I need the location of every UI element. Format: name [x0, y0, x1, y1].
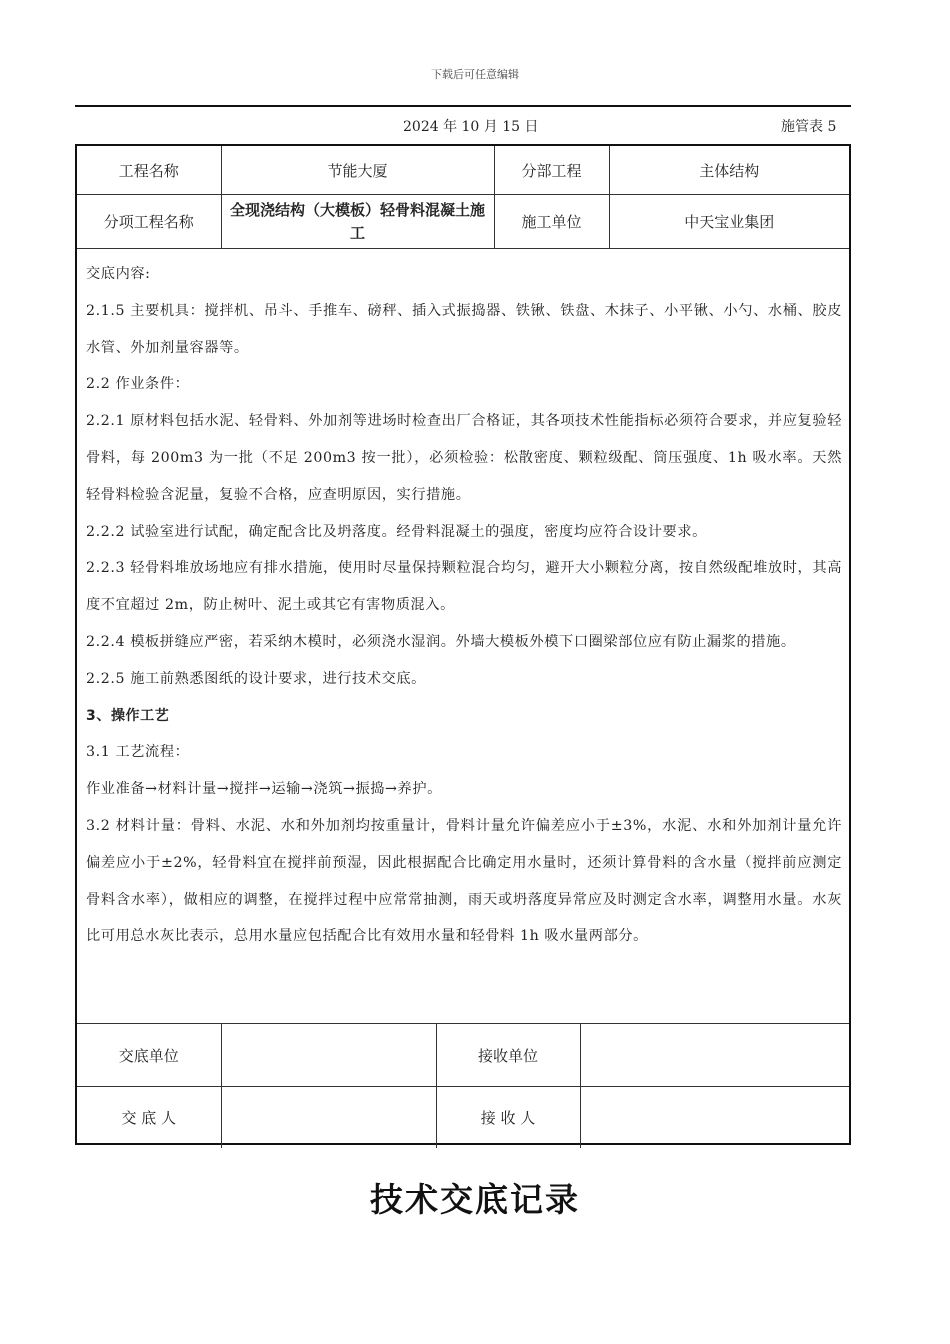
signature-table: [77, 1023, 849, 1148]
division-label: 分部工程: [494, 146, 609, 195]
paragraph: 2.2.2 试验室进行试配，确定配含比及坍落度。经骨料混凝土的强度，密度均应符合设计要求。: [86, 523, 707, 540]
paragraph: 2.2.1 原材料包括水泥、轻骨料、外加剂等进场时检查出厂合格证，其各项技术性能指标必须符合要求，并应复验轻骨料，每 200m3 为一批（不足 200m3 按一批），必须检验：松散密度、颗粒级配、筒压强度、1h 吸水率。天然轻骨料检验含泥量，复验不合格，应查明原因，实行措施。: [86, 413, 842, 503]
record-sheet: [75, 144, 851, 1145]
info-row-subitem: [77, 195, 849, 249]
paragraph: 2.2.5 施工前熟悉图纸的设计要求，进行技术交底。: [86, 670, 426, 687]
subitem-value: 全现浇结构（大模板）轻骨料混凝土施工: [221, 195, 494, 249]
issuer-unit-field[interactable]: [221, 1024, 436, 1087]
issuer-unit-label: 交底单位: [77, 1024, 221, 1087]
paragraph: 3.2 材料计量：骨料、水泥、水和外加剂均按重量计，骨料计量允许偏差应小于±3%，水泥、水和外加剂计量允许偏差应小于±2%，轻骨料宜在搅拌前预湿，因此根据配合比确定用水量时，还须计算骨料的含水量（搅拌前应测定骨料含水率），做相应的调整，在搅拌过程中应常常抽测，雨天或坍落度异常应及时测定含水率，调整用水量。水灰比可用总水灰比表示，总用水量应包括配合比有效用水量和轻骨料 1h 吸水量两部分。: [86, 817, 842, 945]
paragraph: 2.2 作业条件：: [86, 376, 190, 393]
paragraph: 3.1 工艺流程：: [86, 744, 190, 761]
paragraph: 2.2.4 模板拼缝应严密，若采纳木模时，必须浇水湿润。外墙大模板外模下口圈梁部位应有防止漏浆的措施。: [86, 633, 796, 650]
project-label: 工程名称: [77, 146, 221, 195]
form-number: 施管表 5: [781, 119, 837, 135]
disclosure-content: [86, 256, 842, 955]
sign-row-persons: [77, 1087, 849, 1149]
date: 2024 年 10 月 15 日: [403, 119, 539, 135]
info-table: [77, 146, 849, 249]
unit-value: 中天宝业集团: [609, 195, 849, 249]
receiver-unit-field[interactable]: [580, 1024, 849, 1087]
document-title: 技术交底记录: [370, 1180, 580, 1219]
receiver-unit-label: 接收单位: [436, 1024, 580, 1087]
project-value: 节能大厦: [221, 146, 494, 195]
issuer-field[interactable]: [221, 1087, 436, 1149]
receiver-field[interactable]: [580, 1087, 849, 1149]
header-note: 下载后可任意编辑: [431, 68, 519, 81]
section-heading: 3、操作工艺: [86, 707, 170, 724]
unit-label: 施工单位: [494, 195, 609, 249]
subitem-label: 分项工程名称: [77, 195, 221, 249]
content-heading: 交底内容:: [86, 266, 151, 282]
paragraph: 作业准备→材料计量→搅拌→运输→浇筑→振捣→养护。: [86, 781, 442, 798]
paragraph: 2.1.5 主要机具：搅拌机、吊斗、手推车、磅秤、插入式振捣器、铁锹、铁盘、木抹子、小平锹、小勺、水桶、胶皮水管、外加剂量容器等。: [86, 302, 842, 356]
top-rule: [75, 105, 851, 107]
division-value: 主体结构: [609, 146, 849, 195]
receiver-label: 接 收 人: [436, 1087, 580, 1149]
sign-row-units: [77, 1024, 849, 1087]
issuer-label: 交 底 人: [77, 1087, 221, 1149]
paragraph: 2.2.3 轻骨料堆放场地应有排水措施，使用时尽量保持颗粒混合均匀，避开大小颗粒分离，按自然级配堆放时，其高度不宜超过 2m，防止树叶、泥土或其它有害物质混入。: [86, 560, 842, 614]
info-row-project: [77, 146, 849, 195]
